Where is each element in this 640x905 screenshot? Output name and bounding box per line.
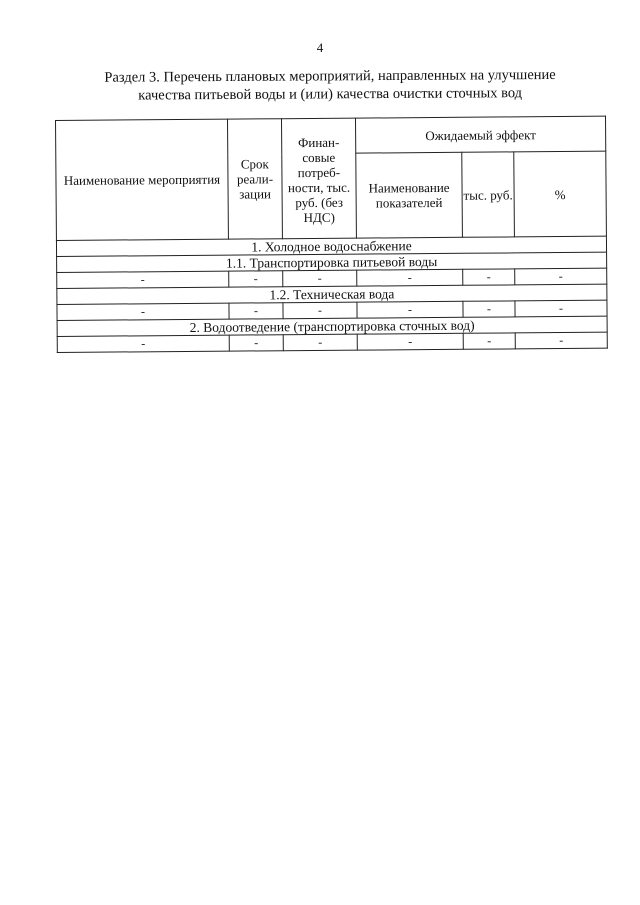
header-finance: Финан-совые потреб-ности, тыс. руб. (без НДС) [281, 118, 356, 239]
cell-percent: - [515, 268, 607, 285]
header-percent: % [514, 151, 607, 237]
cell-thousand-rub: - [463, 269, 515, 285]
cell-percent: - [515, 332, 607, 349]
cell-finance: - [283, 270, 357, 287]
header-indicators: Наименование показателей [356, 152, 463, 238]
cell-indicators: - [357, 301, 463, 318]
cell-measure-name: - [57, 271, 229, 288]
header-measure-name: Наименование мероприятия [56, 119, 229, 240]
cell-term: - [229, 271, 283, 287]
cell-indicators: - [357, 333, 463, 350]
cell-finance: - [283, 302, 357, 319]
cell-measure-name: - [57, 335, 229, 352]
section-title-line-2: качества питьевой воды и (или) качества очистки сточных вод [138, 85, 523, 104]
cell-indicators: - [357, 269, 463, 286]
section-title-cell: 1. Холодное водоснабжение [56, 236, 606, 256]
cell-percent: - [515, 300, 607, 317]
section-title-cell: 1.2. Техническая вода [57, 284, 607, 304]
cell-thousand-rub: - [463, 333, 515, 349]
header-thousand-rub: тыс. руб. [462, 152, 515, 237]
measures-table-wrapper [55, 116, 607, 353]
header-expected-effect: Ожидаемый эффект [355, 116, 605, 153]
cell-term: - [229, 303, 283, 319]
section-title [60, 66, 600, 105]
cell-term: - [229, 335, 283, 351]
section-title-cell: 2. Водоотведение (транспортировка сточных вод) [57, 316, 607, 336]
cell-measure-name: - [57, 303, 229, 320]
cell-thousand-rub: - [463, 301, 515, 317]
table-row [57, 332, 607, 352]
header-term: Срок реали-зации [227, 119, 282, 239]
page-number: 4 [316, 40, 324, 55]
measures-table [55, 116, 608, 353]
section-title-cell: 1.1. Транспортировка питьевой воды [57, 252, 607, 272]
cell-finance: - [283, 334, 357, 351]
section-title-line-1: Раздел 3. Перечень плановых мероприятий, направленных на улучшение [104, 66, 556, 86]
